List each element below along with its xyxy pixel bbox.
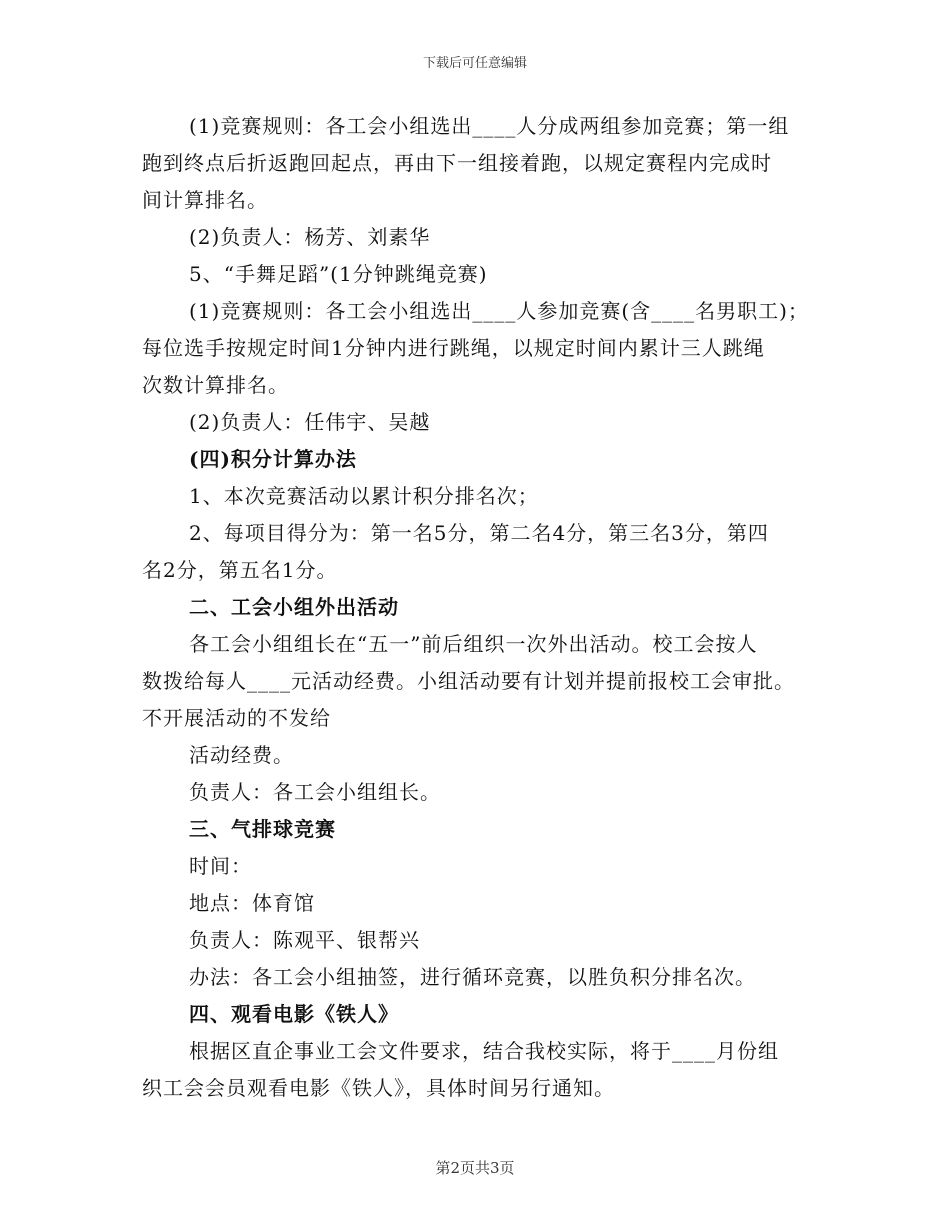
- outing-line-4: 活动经费。: [189, 743, 294, 767]
- outing-line-1: 各工会小组组长在“五一”前后组织一次外出活动。校工会按人: [189, 632, 758, 656]
- section-movie-heading: 四、观看电影《铁人》: [189, 1002, 399, 1026]
- scoring-item-2-line-1: 2、每项目得分为：第一名5分，第二名4分，第三名3分，第四: [189, 521, 769, 545]
- rule-1-line-3: 间计算排名。: [142, 188, 268, 212]
- outing-responsible: 负责人：各工会小组组长。: [189, 780, 441, 804]
- rule-5-line-3: 次数计算排名。: [142, 373, 289, 397]
- rule-1-line-2: 跑到终点后折返跑回起点，再由下一组接着跑，以规定赛程内完成时: [142, 151, 772, 175]
- rule-1-line-1: (1)竞赛规则：各工会小组选出____人分成两组参加竞赛；第一组: [189, 114, 790, 138]
- rule-5-line-2: 每位选手按规定时间1分钟内进行跳绳，以规定时间内累计三人跳绳: [142, 336, 765, 360]
- section-outing-heading: 二、工会小组外出活动: [189, 595, 399, 619]
- outing-line-2: 数拨给每人____元活动经费。小组活动要有计划并提前报校工会审批。: [142, 669, 795, 693]
- section-scoring-heading: (四)积分计算办法: [189, 447, 357, 471]
- section-volleyball-heading: 三、气排球竞赛: [189, 817, 336, 841]
- page-header: 下载后可任意编辑: [422, 56, 527, 71]
- responsible-5: (2)负责人：任伟宇、吴越: [189, 410, 431, 434]
- document-body: [142, 108, 822, 1107]
- movie-line-1: 根据区直企事业工会文件要求，结合我校实际，将于____月份组: [189, 1039, 779, 1063]
- scoring-item-1: 1、本次竞赛活动以累计积分排名次；: [189, 484, 539, 508]
- rule-5-line-1: (1)竞赛规则：各工会小组选出____人参加竞赛(含____名男职工)；: [189, 299, 809, 323]
- movie-line-2: 织工会会员观看电影《铁人》，具体时间另行通知。: [142, 1076, 615, 1100]
- volleyball-location: 地点：体育馆: [189, 891, 315, 915]
- volleyball-time: 时间：: [189, 854, 252, 878]
- scoring-item-2-line-2: 名2分，第五名1分。: [142, 558, 338, 582]
- volleyball-responsible: 负责人：陈观平、银帮兴: [189, 928, 420, 952]
- event-5-title: 5、“手舞足蹈”(1分钟跳绳竞赛): [189, 262, 488, 286]
- outing-line-3: 不开展活动的不发给: [142, 706, 331, 730]
- page-footer: 第2页共3页: [435, 1159, 515, 1177]
- volleyball-method: 办法：各工会小组抽签，进行循环竞赛，以胜负积分排名次。: [189, 965, 756, 989]
- responsible-1: (2)负责人：杨芳、刘素华: [189, 225, 431, 249]
